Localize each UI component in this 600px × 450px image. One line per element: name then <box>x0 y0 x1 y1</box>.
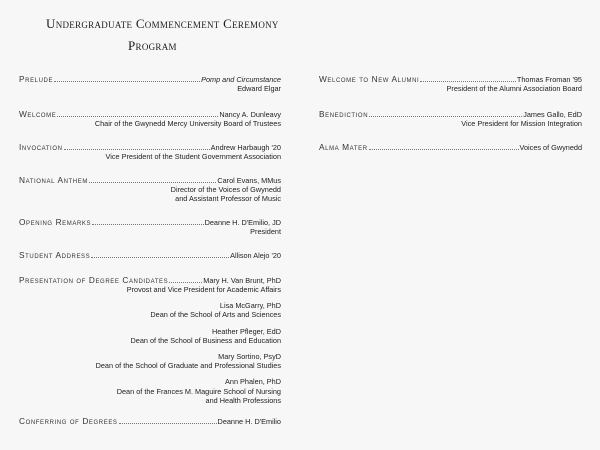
entry-detail: Director of the Voices of Gwynedd <box>170 185 281 194</box>
entry-value: Andrew Harbaugh '20 <box>210 143 281 152</box>
entry-value: Mary H. Van Brunt, PhD <box>203 276 281 285</box>
speaker-title: Dean of the School of Business and Education <box>130 335 281 345</box>
entry-opening-remarks <box>19 218 281 236</box>
entry-presentation-of-candidates <box>19 276 281 405</box>
entry-alma-mater <box>319 143 582 152</box>
entry-conferring-of-degrees <box>19 417 281 426</box>
entry-value: James Gallo, EdD <box>523 110 582 119</box>
entry-invocation <box>19 143 281 161</box>
entry-value: Deanne H. D'Emilio <box>217 417 281 426</box>
entry-label: National Anthem <box>19 175 88 185</box>
entry-label: Presentation of Degree Candidates <box>19 275 169 285</box>
dot-leader <box>91 251 229 258</box>
dot-leader <box>369 143 519 150</box>
entry-value: Deanne H. D'Emilio, JD <box>204 218 281 227</box>
entry-detail: Vice President of the Student Government Association <box>105 152 281 161</box>
speaker-block <box>19 352 281 370</box>
dot-leader <box>169 276 202 283</box>
entry-student-address <box>19 251 281 260</box>
entry-value: Voices of Gwynedd <box>519 143 582 152</box>
speaker-name: Lisa McGarry, PhD <box>219 301 281 311</box>
entry-detail: and Assistant Professor of Music <box>175 194 281 204</box>
speaker-title: Dean of the Frances M. Maguire School of Nursing <box>116 386 281 396</box>
speaker-title: Dean of the School of Graduate and Professional Studies <box>95 361 281 371</box>
entry-detail: President <box>250 227 281 236</box>
entry-label: Prelude <box>19 74 54 84</box>
page-title: Undergraduate Commencement Ceremony <box>46 16 279 31</box>
entry-benediction <box>319 110 582 128</box>
entry-value: Thomas Froman '95 <box>516 75 582 84</box>
dot-leader <box>119 417 217 424</box>
dot-leader <box>57 110 218 117</box>
entry-label: Opening Remarks <box>19 217 92 227</box>
entry-detail: Chair of the Gwynedd Mercy University Board of Trustees <box>94 119 281 128</box>
entry-label: Invocation <box>19 142 63 152</box>
entry-welcome-new-alumni <box>319 75 582 93</box>
entry-detail: Provost and Vice President for Academic Affairs <box>126 285 281 294</box>
entry-label: Welcome <box>19 109 57 119</box>
speaker-title: and Health Professions <box>205 395 281 405</box>
dot-leader <box>369 110 522 117</box>
entry-label: Alma Mater <box>319 142 368 152</box>
entry-detail: Vice President for Mission Integration <box>461 119 582 128</box>
dot-leader <box>92 218 203 225</box>
speaker-block <box>19 301 281 319</box>
dot-leader <box>420 75 516 82</box>
entry-value: Nancy A. Dunleavy <box>219 110 281 119</box>
entry-label: Student Address <box>19 250 91 260</box>
entry-national-anthem <box>19 176 281 203</box>
entry-label: Welcome to New Alumni <box>319 74 420 84</box>
dot-leader <box>54 75 200 82</box>
entry-prelude <box>19 75 281 93</box>
entry-label: Conferring of Degrees <box>19 416 118 426</box>
entry-detail: President of the Alumni Association Board <box>446 84 582 93</box>
speaker-name: Heather Pfleger, EdD <box>212 326 281 336</box>
speaker-block <box>19 377 281 405</box>
dot-leader <box>64 143 210 150</box>
entry-label: Benediction <box>319 109 369 119</box>
speaker-title: Dean of the School of Arts and Sciences <box>150 310 281 320</box>
speaker-name: Mary Sortino, PsyD <box>218 352 281 362</box>
entry-value: Pomp and Circumstance <box>201 75 281 84</box>
entry-welcome <box>19 110 281 128</box>
entry-detail: Edward Elgar <box>237 84 281 93</box>
dot-leader <box>89 176 216 183</box>
speaker-block <box>19 327 281 345</box>
speaker-name: Ann Phalen, PhD <box>225 377 281 387</box>
entry-value: Allison Alejo '20 <box>230 251 281 260</box>
page-subtitle: Program <box>128 38 177 53</box>
entry-value: Carol Evans, MMus <box>217 176 281 185</box>
